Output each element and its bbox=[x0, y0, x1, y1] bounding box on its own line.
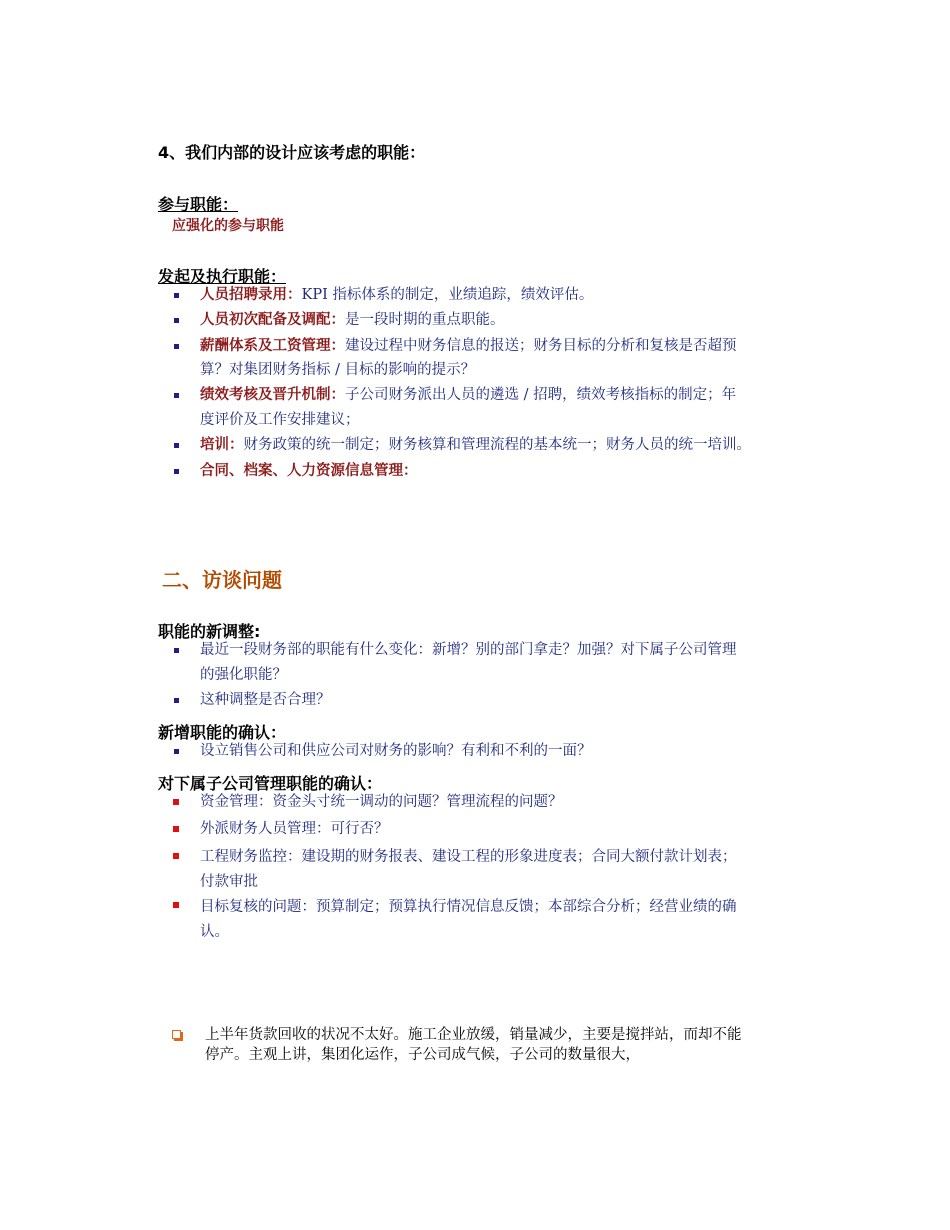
item-label: 合同、档案、人力资源信息管理： bbox=[200, 463, 418, 479]
bullet-icon bbox=[173, 853, 179, 859]
group-title-new-adjustment: 职能的新调整: bbox=[158, 622, 261, 641]
bullet-icon bbox=[173, 902, 179, 908]
item-text: 财务政策的统一制定；财务核算和管理流程的基本统一；财务人员的统一培训。 bbox=[243, 437, 751, 453]
list-item bbox=[200, 383, 736, 408]
list-item: 资金管理：资金头寸统一调动的问题？管理流程的问题？ bbox=[200, 794, 563, 810]
list-item: 最近一段财务部的职能有什么变化：新增？别的部门拿走？加强？对下属子公司管理 bbox=[200, 642, 737, 658]
list-item bbox=[200, 459, 418, 484]
note-line-1: 上半年货款回收的状况不太好。施工企业放缓，销量减少，主要是搅拌站，而却不能 bbox=[205, 1027, 742, 1043]
group-title-subsidiary: 对下属子公司管理职能的确认： bbox=[158, 774, 383, 793]
bullet-icon bbox=[174, 293, 179, 298]
bullet-icon bbox=[174, 318, 179, 323]
checkbox-bullet-icon bbox=[172, 1030, 181, 1039]
item-label: 培训： bbox=[200, 437, 244, 453]
bullet-icon bbox=[174, 443, 179, 448]
list-item bbox=[200, 308, 505, 333]
participation-subtitle: 应强化的参与职能 bbox=[172, 218, 284, 234]
item-text: 建设过程中财务信息的报送；财务目标的分析和复核是否超预 bbox=[345, 338, 737, 354]
item-text: 子公司财务派出人员的遴选 / 招聘，绩效考核指标的制定；年 bbox=[345, 387, 737, 403]
list-item: 设立销售公司和供应公司对财务的影响？有利和不利的一面？ bbox=[200, 743, 592, 759]
list-item: 工程财务监控：建设期的财务报表、建设工程的形象进度表；合同大额付款计划表； bbox=[200, 849, 737, 865]
list-item: 目标复核的问题：预算制定；预算执行情况信息反馈；本部综合分析；经营业绩的确 bbox=[200, 899, 737, 915]
item-text-continued: 度评价及工作安排建议； bbox=[200, 412, 360, 428]
item-text-continued: 算？对集团财务指标 / 目标的影响的提示？ bbox=[200, 362, 476, 378]
item-text: KPI 指标体系的制定，业绩追踪，绩效评估。 bbox=[301, 287, 594, 303]
bullet-icon bbox=[174, 648, 179, 653]
item-label: 薪酬体系及工资管理： bbox=[200, 338, 345, 354]
list-item: 外派财务人员管理：可行否？ bbox=[200, 821, 389, 837]
list-item-continued: 认。 bbox=[200, 924, 229, 940]
initiation-title: 发起及执行职能： bbox=[158, 267, 287, 286]
bullet-icon bbox=[174, 698, 179, 703]
item-label: 人员招聘录用： bbox=[200, 287, 302, 303]
item-label: 人员初次配备及调配： bbox=[200, 312, 345, 328]
group-title-new-function: 新增职能的确认： bbox=[158, 723, 287, 742]
bullet-icon bbox=[173, 826, 179, 832]
bullet-icon bbox=[174, 393, 179, 398]
list-item: 这种调整是否合理？ bbox=[200, 692, 331, 708]
item-text: 是一段时期的重点职能。 bbox=[345, 312, 505, 328]
participation-title: 参与职能： bbox=[158, 195, 239, 214]
list-item bbox=[200, 334, 737, 359]
list-item bbox=[200, 283, 593, 308]
bullet-icon bbox=[174, 469, 179, 474]
list-item-continued: 的强化职能？ bbox=[200, 667, 287, 683]
bullet-icon bbox=[173, 799, 179, 805]
bullet-icon bbox=[174, 749, 179, 754]
bullet-icon bbox=[174, 344, 179, 349]
item-label: 绩效考核及晋升机制： bbox=[200, 387, 345, 403]
list-item-continued: 付款审批 bbox=[200, 874, 258, 890]
list-item bbox=[200, 433, 751, 458]
note-line-2: 停产。主观上讲，集团化运作，子公司成气候，子公司的数量很大， bbox=[205, 1047, 640, 1063]
section-2-title: 二、访谈问题 bbox=[162, 568, 282, 592]
section-heading-4: 4、我们内部的设计应该考虑的职能： bbox=[158, 143, 426, 162]
